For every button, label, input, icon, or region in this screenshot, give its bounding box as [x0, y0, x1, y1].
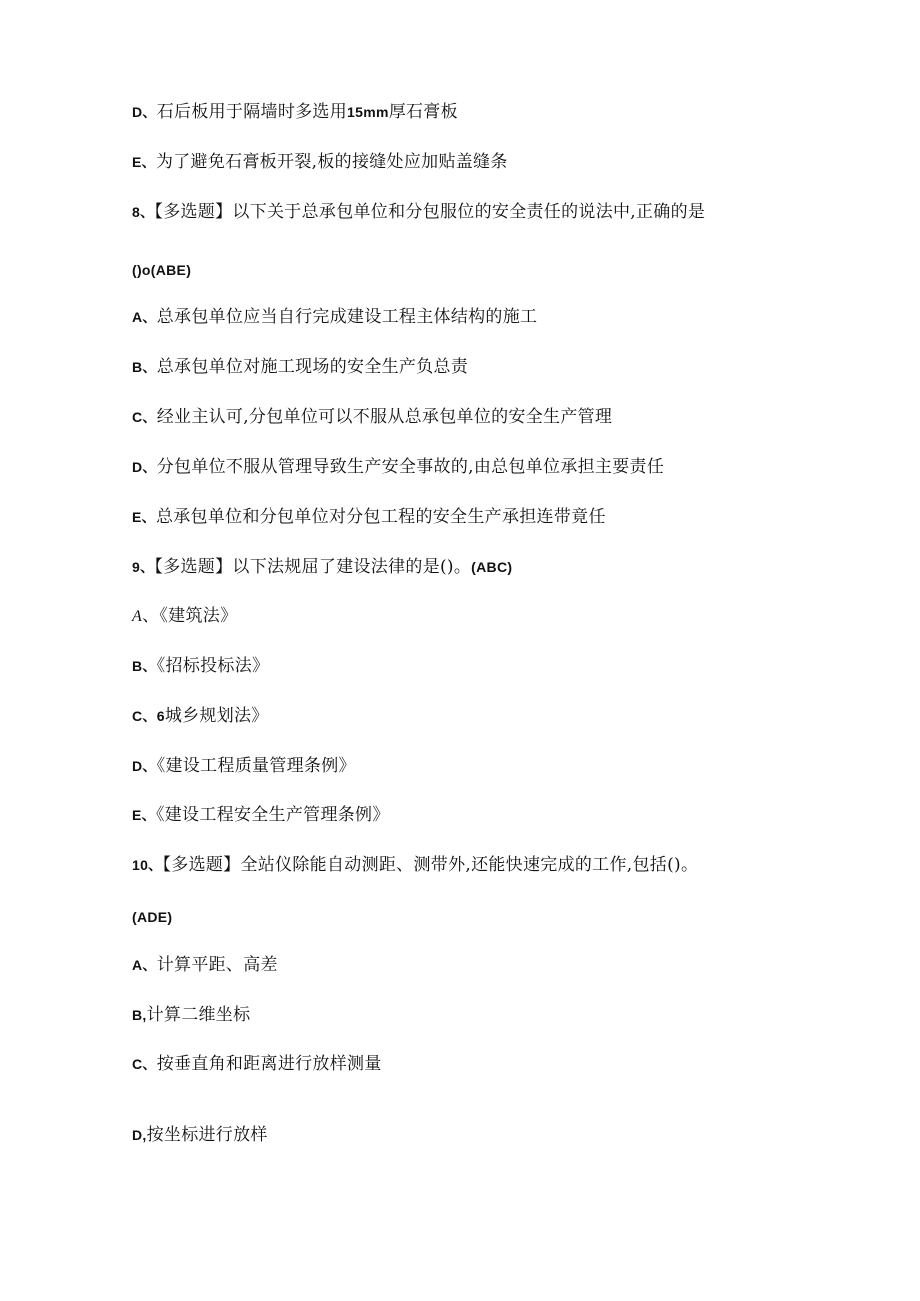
option-label: E、	[132, 807, 156, 823]
question-number: 10、	[132, 857, 163, 873]
option-text: 《建设工程安全生产管理条例》	[155, 805, 390, 825]
option-e-q8	[132, 505, 606, 529]
option-label: D,	[132, 1127, 147, 1143]
option-text: 计算平距、高差	[156, 955, 278, 975]
option-c-q9	[132, 704, 269, 728]
question-10	[132, 853, 698, 877]
option-c-q8	[132, 405, 612, 429]
answer-text: ()o(ABE)	[132, 262, 192, 278]
option-a-q9	[132, 604, 237, 629]
option-d-q10	[132, 1123, 268, 1147]
question-number: 8、	[132, 204, 155, 220]
option-text: 按垂直角和距离进行放样测量	[156, 1054, 382, 1074]
option-b-q10	[132, 1003, 250, 1027]
question-8	[132, 200, 705, 224]
option-label: C、	[132, 1056, 157, 1072]
option-label: E、	[132, 154, 156, 170]
option-text: 城乡规划法》	[164, 706, 269, 726]
question-number: 9、	[132, 559, 155, 575]
option-text: 分包单位不服从管理导致生产安全事故的,由总包单位承担主要责任	[156, 457, 665, 477]
option-text: 总承包单位应当自行完成建设工程主体结构的施工	[156, 307, 538, 327]
option-label: D、	[132, 758, 157, 774]
option-c-q10	[132, 1052, 382, 1076]
option-prefix: 6	[156, 708, 165, 724]
option-label: D、	[132, 104, 157, 120]
option-d-q7	[132, 100, 458, 124]
option-b-q8	[132, 355, 468, 379]
question-text: 【多选题】以下法规屈了建设法律的是()。	[154, 557, 472, 577]
option-b-q9	[132, 654, 269, 678]
option-text: 计算二维坐标	[146, 1005, 251, 1025]
option-text: 《招标投标法》	[156, 656, 270, 676]
option-text: 经业主认可,分包单位可以不服从总承包单位的安全生产管理	[156, 407, 613, 427]
option-e-q9	[132, 803, 390, 827]
question-9	[132, 555, 512, 579]
option-bold-text: 15mm	[347, 104, 389, 120]
option-label: C、	[132, 409, 157, 425]
answer-text: (ADE)	[132, 909, 173, 925]
option-a-q8	[132, 305, 537, 329]
question-10-answer	[132, 905, 172, 929]
option-e-q7	[132, 150, 508, 174]
option-label: B、	[132, 359, 157, 375]
option-label: A、	[132, 309, 157, 325]
option-text: 总承包单位和分包单位对分包工程的安全生产承担连带竟任	[155, 507, 606, 527]
option-text: 为了避免石膏板开裂,板的接缝处应加贴盖缝条	[155, 152, 508, 172]
answer-text: (ABC)	[471, 559, 513, 575]
option-label: E、	[132, 509, 156, 525]
option-label: C、	[132, 708, 157, 724]
option-a-q10	[132, 953, 278, 977]
option-text: 按坐标进行放样	[146, 1125, 268, 1145]
option-text: 《建设工程质量管理条例》	[156, 756, 356, 776]
option-d-q9	[132, 754, 356, 778]
option-label: D、	[132, 459, 157, 475]
option-text: 总承包单位对施工现场的安全生产负总责	[156, 357, 469, 377]
option-text: 石后板用于隔墙时多选用	[156, 102, 348, 122]
option-text: 、《建筑法》	[142, 606, 238, 626]
question-text: 【多选题】以下关于总承包单位和分包服位的安全责任的说法中,正确的是	[154, 202, 706, 222]
option-label: A、	[132, 957, 157, 973]
option-tail-text: 厚石膏板	[388, 102, 458, 122]
question-text: 【多选题】全站仪除能自动测距、测带外,还能快速完成的工作,包括()。	[162, 855, 699, 875]
option-label: B,	[132, 1007, 147, 1023]
question-8-answer	[132, 258, 191, 282]
option-d-q8	[132, 455, 664, 479]
option-label: B、	[132, 658, 157, 674]
option-label: A	[132, 608, 143, 625]
